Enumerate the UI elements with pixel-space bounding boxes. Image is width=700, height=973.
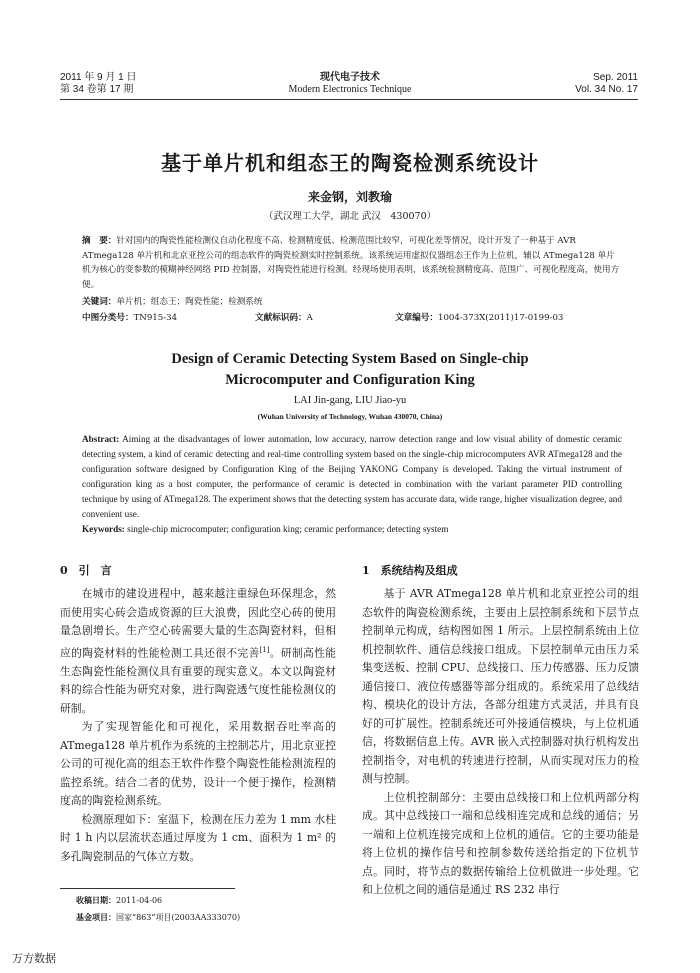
affiliation-en: (Wuhan University of Technology, Wuhan 430070, China) [257,412,443,421]
doc-code [255,311,313,326]
section-heading-system: 1 系统结构及组成 [362,564,458,577]
intro-paragraph: 检测原理如下：室温下，检测在压力差为 1 mm 水柱时 1 h 内以层流状态通过厚度为 1 cm、面积为 1 m² 的多孔陶瓷制品的气体立方数。 [60,812,336,863]
keywords-cn-text: 单片机；组态王；陶瓷性能；检测系统 [116,297,263,307]
intro-paragraph: 为了实现智能化和可视化，采用数据吞吐率高的 ATmega128 单片机作为系统的主控制芯片，用北京亚控公司的可视化高的组态王软件作整个陶瓷性能检测流程的监控系统。结合二者的优势，设计一个便于操作，检测精度高的陶瓷检测系统。 [60,720,336,808]
system-paragraph: 基于 AVR ATmega128 单片机和北京亚控公司的组态软件的陶瓷检测系统，主要由上层控制系统和下层节点控制单元构成，结构图如图 1 所示。上层控制系统由上位机控制软件、通信总线接口组成。下层控制单元由压力采集变送板、控制 CPU、总线接口、压力传感器、压力反馈通信接口、液位传感器等部分组成的。系统采用了总线结构、模块化的设计方法，各部分组建方式灵活，并具有良好的可扩展性。控制系统还可外接通信模块，与上位机通信，将数据信息上传。AVR 嵌入式控制器对执行机构发出控制指令，对电机的转速进行控制，从而实现对压力的检测与控制。 [362,587,639,785]
watermark: 万方数据 [12,952,56,965]
header-volume-en: Vol. 34 No. 17 [575,84,638,95]
abstract-en [82,432,622,522]
abstract-cn [82,234,622,292]
header-rule [60,99,638,100]
clc-value: TN915-34 [133,313,178,323]
header-date: 2011 年 9 月 1 日 [60,72,137,83]
authors-cn: 来金钢，刘教瑜 [307,190,392,204]
abstract-en-text: Aiming at the disadvantages of lower automation, low accuracy, narrow detection range and low visual ability of domestic ceramic detecting system, a kind of ceramic detecting and real-time controlling system based on the single-chip microcomputers AVR ATmega128 and the configuration software designed by Configuration King of the Beijing YAKONG Company is developed. Taking the virtual instrument of configuration king as a host computer, the performance of ceramic is detected in combination with the variant parameter PID controlling technique by using of ATmega128. The experiment shows that the detecting system has accurate data, wide range, higher visualization degree, and convenient use. [82,434,622,519]
article-number [395,311,563,326]
abstract-en-label: Abstract: [82,434,120,444]
keywords-en-label: Keywords: [82,524,125,534]
authors-en: LAI Jin-gang, LIU Jiao-yu [293,395,407,406]
paper-title-en-line2: Microcomputer and Configuration King [225,372,475,388]
journal-name-en: Modern Electronics Technique [288,84,412,95]
journal-name-cn: 现代电子技术 [320,72,380,83]
paper-title-cn: 基于单片机和组态王的陶瓷检测系统设计 [161,151,539,175]
received-date [76,893,162,908]
intro-paragraph: 在城市的建设进程中，越来越注重绿色环保理念，然而使用实心砖会造成资源的巨大浪费，因此空心砖的使用量急剧增长。生产空心砖需要大量的生态陶瓷材料，但相应的陶瓷材料的性能检测工具还很不完善[1]。研制高性能生态陶瓷性能检测仪具有重要的现实意义。本文以陶瓷材料的综合性能为研究对象，进行陶瓷透气度性能检测仪的研制。 [60,587,337,715]
article-number-value: 1004-373X(2011)17-0199-03 [437,313,564,323]
article-number-label: 文章编号： [395,313,438,323]
received-date-value: 2011-04-06 [116,896,163,905]
header-month-en: Sep. 2011 [593,72,638,83]
fund-value: 国家“863”项目(2003AA333070) [116,913,241,922]
abstract-cn-label: 摘 要： [82,236,117,246]
affiliation-cn: （武汉理工大学，湖北 武汉 430070） [263,211,437,222]
system-body [362,585,639,900]
fund-label: 基金项目： [76,912,116,922]
citation-ref: [1] [259,645,270,654]
doc-code-label: 文献标识码： [255,313,307,323]
keywords-en [82,522,622,537]
paper-title-en-line1: Design of Ceramic Detecting System Based on Single-chip [171,351,529,367]
header-volume: 第 34 卷第 17 期 [60,84,134,95]
fund-info [76,910,240,925]
system-paragraph: 上位机控制部分：主要由总线接口和上位机两部分构成。其中总线接口一端和总线相连完成和总线的通信；另一端和上位机连接完成和上位机的通信。它的主要功能是将上位机的操作信号和控制参数传送给指定的下位机节点。同时，将节点的数据传输给上位机做进一步处理。它和上位机之间的通信是通过 RS 232 串行 [362,790,639,896]
clc-label: 中图分类号： [82,313,134,323]
abstract-cn-text: 针对国内的陶瓷性能检测仪自动化程度不高、检测精度低、检测范围比较窄，可视化差等情况，设计开发了一种基于 AVR ATmega128 单片机和北京亚控公司的组态软件的陶瓷检测实时控制系统。该系统运用虚拟仪器组态王作为上位机，辅以 ATmega128 单片机为核心的变参数的模糊神经网络 PID 控制器，对陶瓷性能进行检测。经现场使用表明，该系统检测精度高、范围广、可视化程度高，使用方便。 [82,236,620,290]
section-heading-intro: 0 引 言 [60,564,112,577]
keywords-cn [82,295,622,310]
intro-body [60,585,336,866]
doc-code-value: A [306,313,313,323]
keywords-en-text: single-chip microcomputer; configuration king; ceramic performance; detecting system [127,524,449,534]
keywords-cn-label: 关键词： [82,297,117,307]
received-date-label: 收稿日期： [76,895,116,905]
clc-number [82,311,177,326]
footnote-rule [60,888,235,889]
